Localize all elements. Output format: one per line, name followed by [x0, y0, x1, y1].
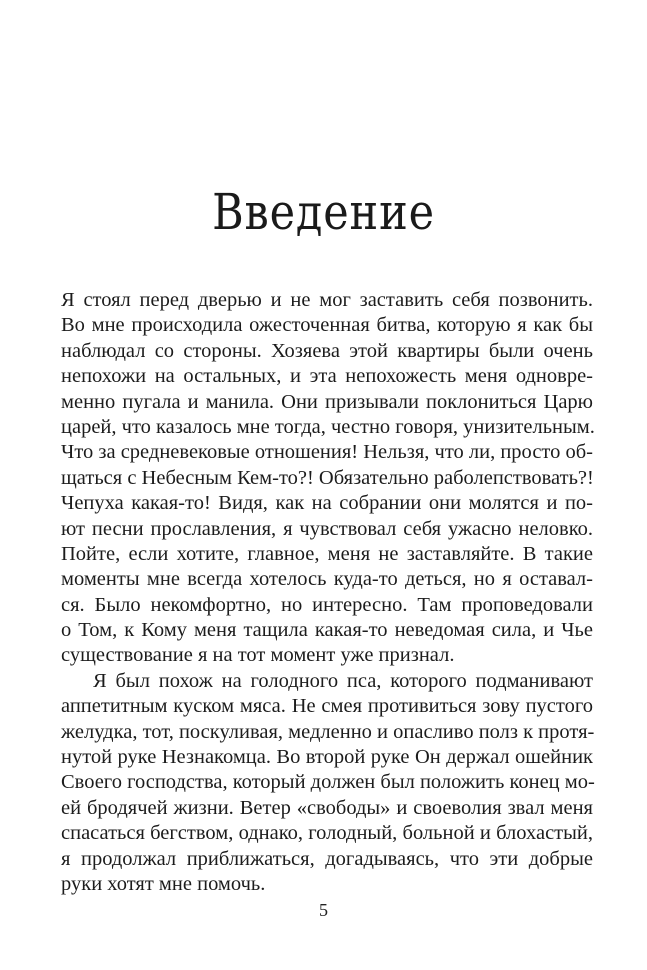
body-text	[61, 288, 593, 897]
text-line: руки хотят мне помочь.	[61, 872, 266, 895]
text-line: ют песни прославления, я чувствовал себя ужасно неловко.	[61, 517, 593, 540]
text-line: я продолжал приближаться, догадываясь, что эти добрые	[61, 847, 593, 870]
text-line: нутой руке Незнакомца. Во второй руке Он держал ошейник	[61, 746, 593, 769]
text-line: царей, что казалось мне тогда, честно говоря, унизительным.	[61, 415, 595, 438]
text-line: Пойте, если хотите, главное, меня не заставляйте. В такие	[61, 542, 593, 565]
text-line: о Том, к Кому меня тащила какая-то неведомая сила, и Чье	[61, 619, 593, 642]
text-line: менно пугала и манила. Они призывали поклониться Царю	[61, 390, 593, 413]
text-line: желудка, тот, поскуливая, медленно и опасливо полз к протя-	[61, 720, 595, 743]
text-line: Что за средневековые отношения! Нельзя, что ли, просто об-	[61, 441, 593, 464]
text-line: Я был похож на голодного пса, которого подманивают	[93, 669, 593, 692]
text-line: наблюдал со стороны. Хозяева этой квартиры были очень	[61, 339, 593, 362]
text-line: Я стоял перед дверью и не мог заставить себя позвонить.	[61, 289, 593, 311]
text-line: щаться с Небесным Кем-то?! Обязательно раболепствовать?!	[61, 466, 594, 489]
text-line: Своего господства, который должен был положить конец мо-	[61, 771, 595, 794]
text-line: аппетитным куском мяса. Не смея противиться зову пустого	[61, 695, 593, 718]
page-number: 5	[319, 900, 328, 920]
text-line: существование я на тот момент уже признал.	[61, 644, 455, 667]
text-line: спасаться бегством, однако, голодный, больной и блохастый,	[61, 822, 593, 845]
chapter-title: Введение	[212, 183, 435, 241]
text-line: ей бродячей жизни. Ветер «свободы» и своеволия звал меня	[61, 796, 593, 819]
paragraph-2	[61, 669, 593, 898]
text-line: ся. Было некомфортно, но интересно. Там проповедовали	[61, 593, 593, 616]
text-line: Во мне происходила ожесточенная битва, которую я как бы	[61, 314, 593, 337]
text-line: моменты мне всегда хотелось куда-то деться, но я оставал-	[61, 568, 593, 591]
paragraph-1	[61, 288, 593, 669]
text-line: непохожи на остальных, и эта непохожесть меня одновре-	[61, 365, 593, 388]
text-line: Чепуха какая-то! Видя, как на собрании они молятся и по-	[61, 492, 593, 515]
